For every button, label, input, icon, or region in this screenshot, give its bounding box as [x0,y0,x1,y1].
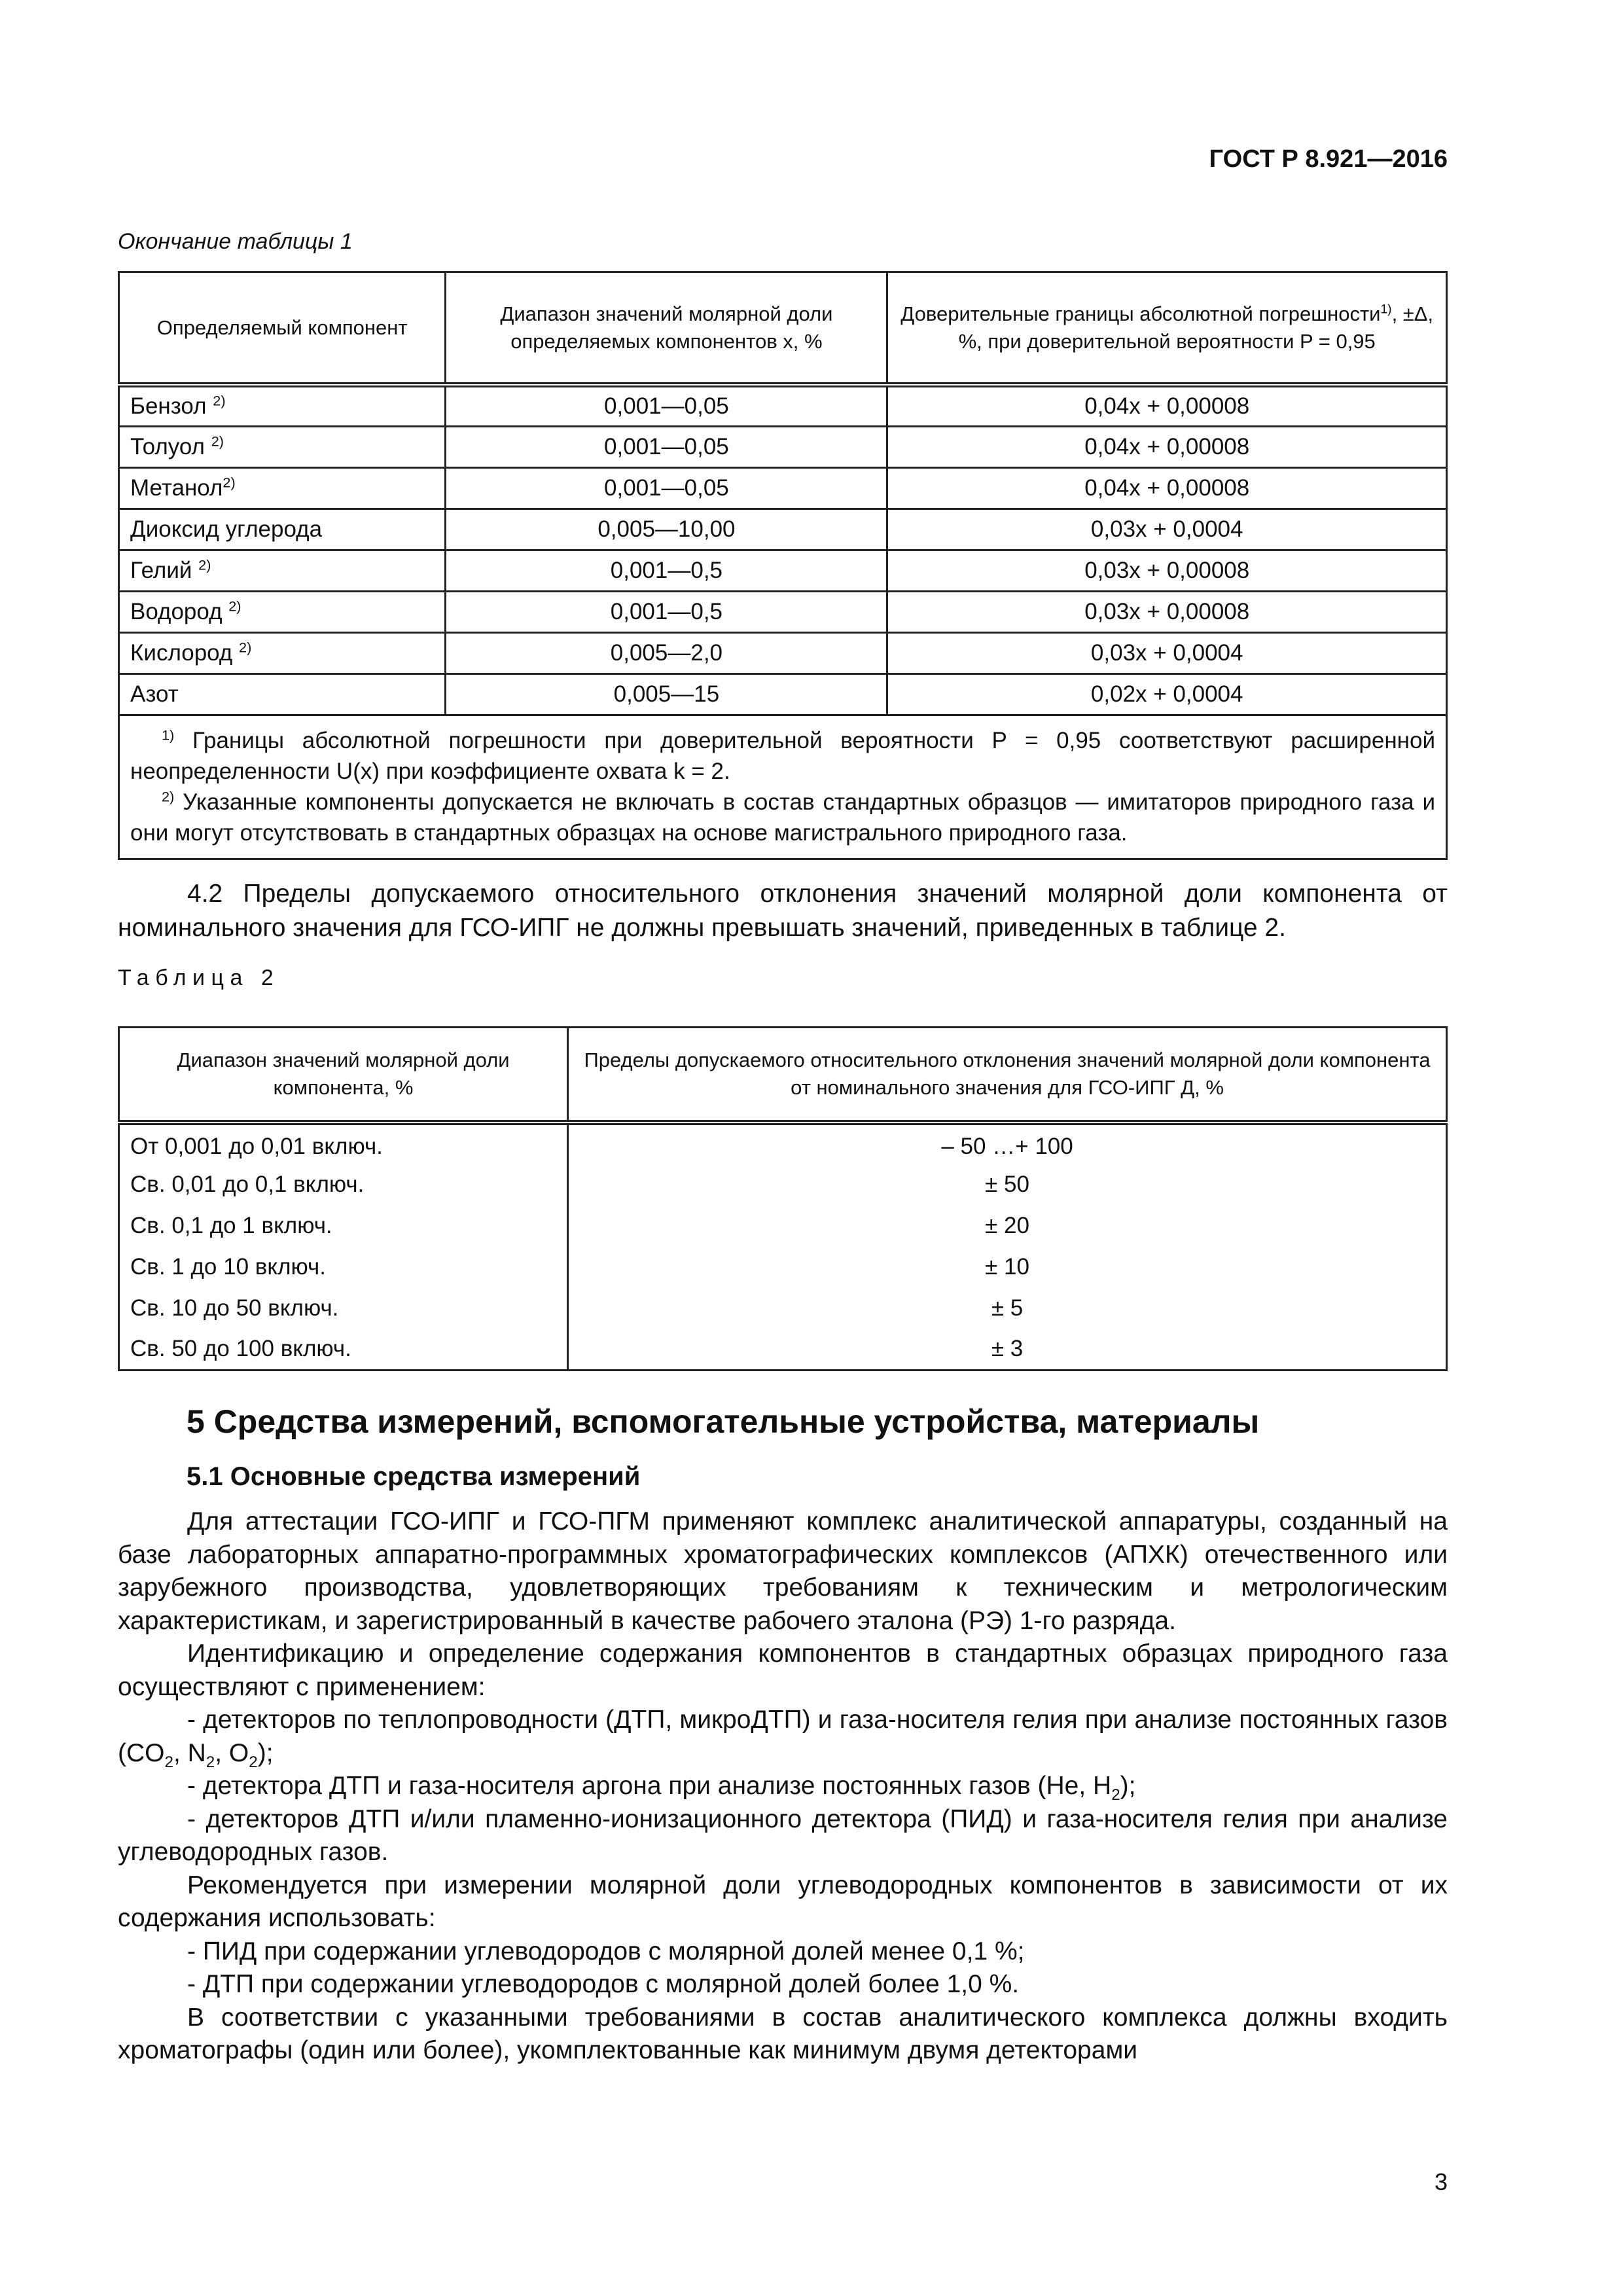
component-name: Метанол [130,475,223,501]
table1-header-range: Диапазон значений молярной доли определяемых компонентов x, % [446,272,887,386]
table-row [119,1329,1447,1370]
table2-header-range: Диапазон значений молярной доли компонента, % [119,1028,568,1123]
component-name: Водород [130,598,229,624]
subscript: 2 [205,1753,215,1771]
list-text: ); [257,1738,274,1767]
table1-footnotes-row [119,715,1447,859]
list-item [118,1770,1448,1803]
footnote-ref: 2) [228,597,241,614]
table-2 [118,1026,1448,1371]
component-cell [119,467,446,509]
error-cell: 0,04x + 0,00008 [887,426,1447,467]
footnote-mark: 1) [162,726,175,743]
list-item [118,1704,1448,1770]
range-cell: 0,001—0,5 [446,550,887,591]
component-cell [119,673,446,715]
range-cell: 0,001—0,05 [446,385,887,426]
error-cell: 0,03x + 0,0004 [887,509,1447,550]
document-code: ГОСТ Р 8.921—2016 [1209,145,1448,173]
component-cell [119,550,446,591]
footnote-ref: 1) [1380,302,1392,317]
range-cell: 0,001—0,5 [446,591,887,632]
list-item: - детекторов ДТП и/или пламенно-ионизационного детектора (ПИД) и газа-носителя гелия при анализе углеводородных газов. [118,1804,1448,1866]
table2-caption: Таблица 2 [118,965,280,990]
error-cell: 0,04x + 0,00008 [887,467,1447,509]
table1-header-bounds-tail: , ±Δ, %, при доверительной вероятности P = 0,95 [958,302,1434,353]
component-name: Диоксид углерода [130,516,323,542]
range-cell: 0,005—15 [446,673,887,715]
error-cell: 0,03x + 0,0004 [887,632,1447,673]
limit-cell: ± 20 [568,1205,1447,1246]
subscript: 2 [249,1753,258,1771]
section-5-body [118,1505,1448,2068]
table-row [119,1205,1447,1246]
list-text: , O [215,1738,249,1767]
list-text: , N [173,1738,206,1767]
table1-header-bounds-text: Доверительные границы абсолютной погрешности [901,302,1381,325]
footnote-text: Границы абсолютной погрешности при доверительной вероятности P = 0,95 соответствуют расширенной неопределенности U(x) при коэффициенте охвата k = 2. [130,727,1435,784]
range-cell: Св. 50 до 100 включ. [119,1329,568,1370]
component-name: Гелий [130,557,199,583]
section-5-title: 5 Средства измерений, вспомогательные устройства, материалы [187,1403,1260,1440]
error-cell: 0,03x + 0,00008 [887,550,1447,591]
list-text: - детекторов по теплопроводности (ДТП, микроДТП) и газа-носителя гелия при анализе постоянных газов (CO [118,1706,1448,1767]
table-row [119,1287,1447,1329]
component-cell [119,509,446,550]
subscript: 2 [1111,1785,1120,1804]
table-row [119,385,1447,426]
table-row [119,509,1447,550]
page-number: 3 [1434,2168,1448,2195]
range-cell: Св. 0,1 до 1 включ. [119,1205,568,1246]
footnote-ref: 2) [213,392,226,409]
limit-cell: ± 50 [568,1164,1447,1205]
table-row [119,632,1447,673]
component-name: Азот [130,681,179,707]
error-cell: 0,03x + 0,00008 [887,591,1447,632]
list-text: ); [1120,1772,1136,1800]
footnote-ref: 2) [223,473,236,490]
list-item: - ДТП при содержании углеводородов с молярной долей более 1,0 %. [187,1970,1020,1998]
limit-cell: ± 3 [568,1329,1447,1370]
table1-footnotes [119,715,1447,859]
error-cell: 0,04x + 0,00008 [887,385,1447,426]
range-cell: От 0,001 до 0,01 включ. [119,1122,568,1164]
subscript: 2 [164,1753,173,1771]
list-text: - детектора ДТП и газа-носителя аргона при анализе постоянных газов (He, H [187,1772,1112,1800]
limit-cell: ± 10 [568,1246,1447,1287]
paragraph: Рекомендуется при измерении молярной доли углеводородных компонентов в зависимости от их содержания использовать: [118,1871,1448,1932]
table2-header-limits: Пределы допускаемого относительного отклонения значений молярной доли компонента от номинального значения для ГСО-ИПГ Д, % [568,1028,1447,1123]
component-cell [119,426,446,467]
table1-header-row [119,272,1447,386]
footnote-2 [130,787,1435,849]
component-cell [119,591,446,632]
table2-header-row [119,1028,1447,1123]
range-cell: 0,005—10,00 [446,509,887,550]
error-cell: 0,02x + 0,0004 [887,673,1447,715]
table-row [119,673,1447,715]
table1-header-bounds [887,272,1447,386]
paragraph-4-2: 4.2 Пределы допускаемого относительного отклонения значений молярной доли компонента от номинального значения для ГСО-ИПГ не должны превышать значений, приведенных в таблице 2. [118,880,1448,942]
component-cell [119,632,446,673]
component-cell [119,385,446,426]
component-name: Толуол [130,433,211,459]
table-row [119,467,1447,509]
range-cell: Св. 0,01 до 0,1 включ. [119,1164,568,1205]
table1-header-component: Определяемый компонент [119,272,446,386]
table-row [119,550,1447,591]
footnote-text: Указанные компоненты допускается не включать в состав стандартных образцов — имитаторов природного газа и они могут отсутствовать в стандартных образцах на основе магистрального природного газа. [130,789,1435,846]
component-name: Бензол [130,393,213,419]
footnote-ref: 2) [239,638,252,655]
range-cell: 0,001—0,05 [446,426,887,467]
component-name: Кислород [130,639,240,666]
footnote-ref: 2) [198,556,211,573]
limit-cell: ± 5 [568,1287,1447,1329]
limit-cell: – 50 …+ 100 [568,1122,1447,1164]
paragraph: Идентификацию и определение содержания компонентов в стандартных образцах природного газа осуществляют с применением: [118,1640,1448,1701]
table-row [119,1164,1447,1205]
paragraph: Для аттестации ГСО-ИПГ и ГСО-ПГМ применяют комплекс аналитической аппаратуры, созданный на базе лабораторных аппаратно-программных хроматографических комплексов (АПХК) отечественного или зарубежного производства, удовлетворяющих требованиям к техническим и метрологическим характеристикам, и зарегистрированный в качестве рабочего эталона (РЭ) 1-го разряда. [118,1507,1448,1635]
range-cell: 0,001—0,05 [446,467,887,509]
table-row [119,591,1447,632]
table-1 [118,271,1448,860]
footnote-ref: 2) [211,432,224,449]
table-row [119,1122,1447,1164]
table1-caption: Окончание таблицы 1 [118,229,353,254]
paragraph: В соответствии с указанными требованиями в состав аналитического комплекса должны входить хроматографы (один или более), укомплектованные как минимум двумя детекторами [118,2003,1448,2064]
range-cell: 0,005—2,0 [446,632,887,673]
range-cell: Св. 1 до 10 включ. [119,1246,568,1287]
table-row [119,426,1447,467]
range-cell: Св. 10 до 50 включ. [119,1287,568,1329]
footnote-mark: 2) [162,788,175,805]
list-item: - ПИД при содержании углеводородов с молярной долей менее 0,1 %; [187,1937,1025,1965]
table-row [119,1246,1447,1287]
footnote-1 [130,725,1435,787]
subsection-5-1-title: 5.1 Основные средства измерений [187,1462,641,1491]
